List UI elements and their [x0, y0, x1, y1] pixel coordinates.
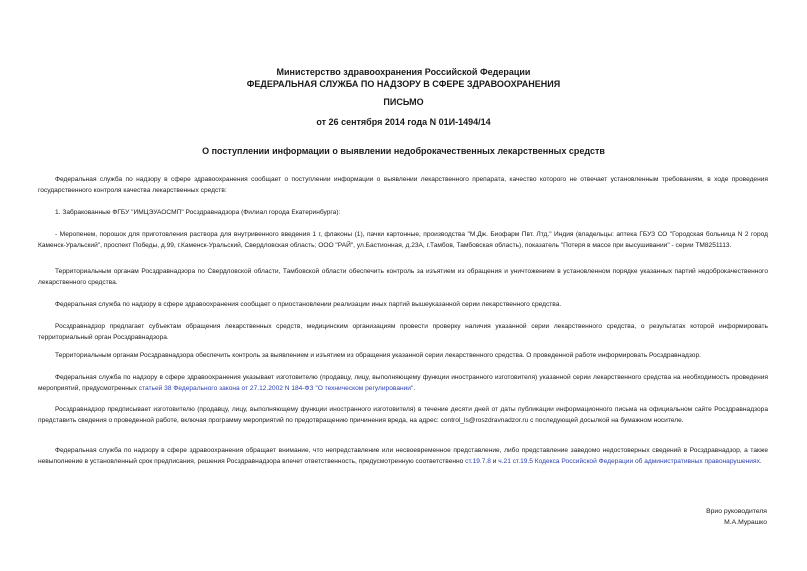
paragraph-liability: [38, 446, 768, 467]
paragraph-withdrawal-control: Территориальным органам Росздравнадзора обеспечить контроль за выявлением и изъятием из обращения указанной серии лекарственного средства. О проведенной работе информировать Росздравнадзор.: [55, 352, 701, 359]
law-link[interactable]: статьей 38 Федерального закона от 27.12.2002 N 184-ФЗ "О техническом регулировании": [138, 384, 414, 392]
paragraph-text-and: и: [490, 457, 499, 465]
paragraph-text-end: .: [759, 457, 762, 465]
paragraph-check-proposal: Росздравнадзор предлагает субъектам обращения лекарственных средств, медицинским организациям провести проверку наличия указанной серии лекарственного средства, о результатах которой информировать территориальный орган Росздравнадзора.: [38, 323, 768, 341]
document-type: ПИСЬМО: [383, 97, 424, 107]
signature-position: Врио руководителя: [706, 508, 767, 515]
paragraph-territorial-control: Территориальным органам Росздравнадзора по Свердловской области, Тамбовской области обеспечить контроль за изъятием из обращения и уничтожением в установленном порядке указанных партий недоброкачественного лекарственного средства.: [38, 268, 768, 286]
document-date-number: от 26 сентября 2014 года N 01И-1494/14: [316, 117, 491, 127]
service-name: ФЕДЕРАЛЬНАЯ СЛУЖБА ПО НАДЗОРУ В СФЕРЕ ЗДРАВООХРАНЕНИЯ: [246, 79, 561, 89]
signature-name: М.А.Мурашко: [724, 519, 767, 526]
article-link-19-7-8[interactable]: ст.19.7.8: [465, 457, 491, 465]
paragraph-text: Федеральная служба по надзору в сфере здравоохранения обращает внимание, что непредставление или несвоевременное представление, либо представление заведомо недостоверных сведений в Росздравнадзор, а также невыполнение в установленный срок предписания, решения Росздравнадзора влечет ответственность, предусмотренную соответственно: [38, 447, 768, 465]
paragraph-drug-details: - Меропенем, порошок для приготовления раствора для внутривенного введения 1 г, флаконы (1), пачки картонные, производства "М.Дж. Биофарм Пвт. Лтд." Индия (владельцы: аптека ГБУЗ СО "Городская больница N 2 город Каменск-Уральский", проспект Победы, д.99, г.Каменск-Уральский, Свердловская область; ООО "РАЙ", ул.Бастионная, д.23А, г.Тамбов, Тамбовская область), показатель "Потеря в массе при высушивании" - серии ТМ8251113.: [38, 231, 768, 249]
paragraph-manufacturer-measures: [38, 373, 768, 394]
ministry-name: Министерство здравоохранения Российской Федерации: [276, 67, 531, 77]
paragraph-text-end: .: [413, 384, 416, 392]
code-link[interactable]: Кодекса Российской Федерации об административных правонарушениях: [534, 457, 760, 465]
paragraph-manufacturer-report: Росздравнадзор предписывает изготовителю (продавцу, лицу, выполняющему функции иностранного изготовителя) в течение десяти дней от даты публикации информационного письма на официальном сайте Росздравнадзора представить сведения о проведенной работе, включая программу мероприятий по предотвращению причинения вреда, на адрес: control_ls@roszdravnadzor.ru с последующей досылкой на бумажном носителе.: [38, 406, 768, 424]
article-link-19-5[interactable]: ч.21 ст.19.5: [498, 457, 533, 465]
paragraph-rejected-list: 1. Забракованные ФГБУ "ИМЦЭУАОСМП" Росздравнадзора (Филиал города Екатеринбурга):: [55, 209, 341, 216]
paragraph-suspension: Федеральная служба по надзору в сфере здравоохранения сообщает о приостановлении реализации иных партий вышеуказанной серии лекарственного средства.: [55, 301, 562, 308]
paragraph-intro: Федеральная служба по надзору в сфере здравоохранения сообщает о поступлении информации о выявлении лекарственного препарата, качество которого не отвечает установленным требованиям, в ходе проведения государственного контроля качества лекарственных средств:: [38, 176, 768, 194]
document-subject: О поступлении информации о выявлении недоброкачественных лекарственных средств: [202, 146, 605, 156]
paragraph-text: Федеральная служба по надзору в сфере здравоохранения указывает изготовителю (продавцу, лицу, выполняющему функции иностранного изготовителя) указанной серии лекарственного средства на необходимость проведения мероприятий, предусмотренных: [38, 374, 768, 392]
